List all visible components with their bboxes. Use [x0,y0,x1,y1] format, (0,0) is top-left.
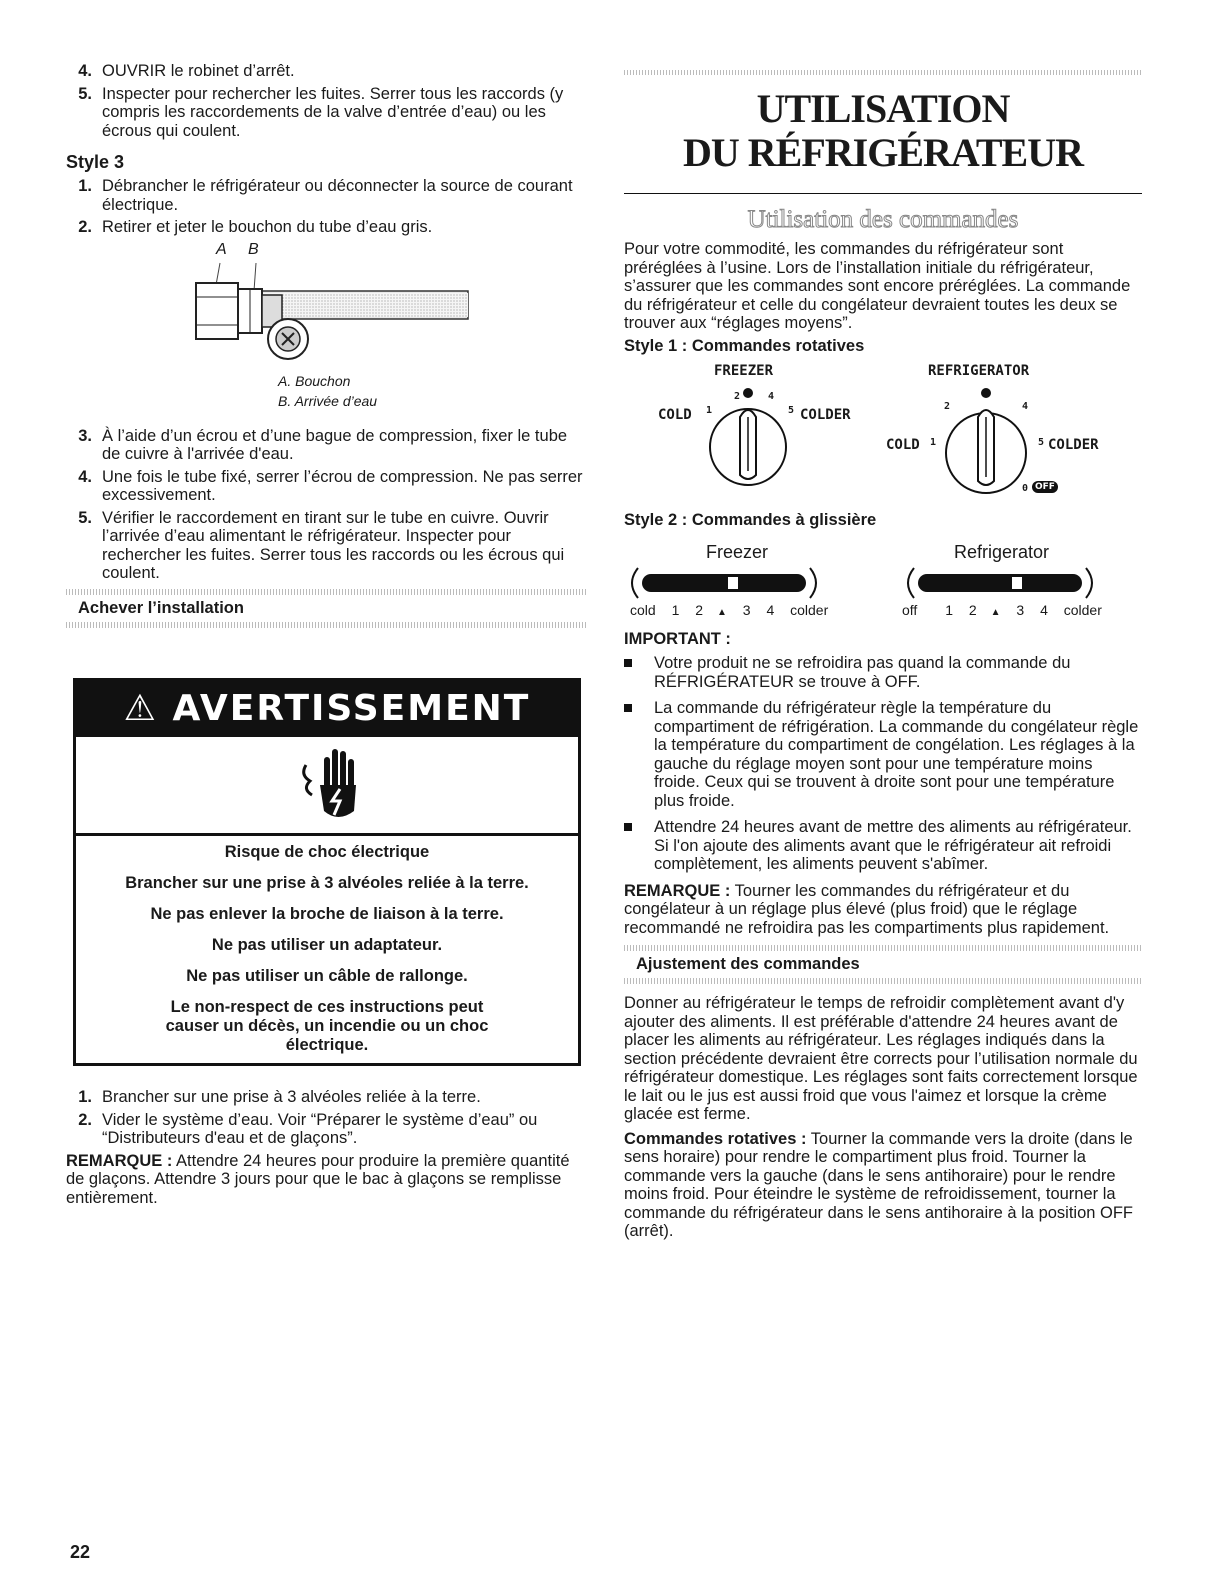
warning-risk: Risque de choc électrique [224,843,430,861]
freezer-dial [688,383,808,493]
bullet-icon [624,704,632,712]
slider-refrigerator-label: Refrigerator [954,541,1050,562]
list-item: 1. Débrancher le réfrigérateur ou déconnecter la source de courant électrique. [78,177,573,214]
warning-box [73,678,581,1066]
fig-caption-b: B. Arrivée d’eau [278,392,378,409]
steps-top [66,62,588,140]
steps-after [66,427,588,583]
section-subtitle: Utilisation des commandes [747,206,1019,233]
refrigerator-slider-scale: off 1 2 ▲ 3 4 colder [902,601,1102,618]
fridge-num-0: 0 [1022,483,1029,494]
freezer-slider [624,566,824,600]
divider [624,978,1142,984]
fridge-num-4: 4 [1022,401,1029,412]
fridge-cold-label: COLD [886,437,920,453]
list-item: 4. OUVRIR le robinet d’arrêt. [78,62,295,80]
fridge-num-2: 2 [944,401,951,412]
rotary-text: Commandes rotatives : Tourner la commande vers la droite (dans le sens horaire) pour rendre le compartiment plus froid. Tourner la commande vers la gauche (dans le sens antihoraire) pour le rendre moins froid. Pour éteindre le système de refroidissement, tourner la commande du réfrigérateur dans le sens antihoraire à la position OFF (arrêt). [624,1129,1134,1240]
style3-steps [66,177,588,237]
freezer-num-1: 1 [706,405,713,416]
page-number: 22 [70,1542,91,1562]
bullet-icon [624,823,632,831]
list-item: 1. Brancher sur une prise à 3 alvéoles reliée à la terre. [78,1088,481,1106]
list-item: 5. Vérifier le raccordement en tirant sur le tube en cuivre. Ouvrir l’arrivée d’eau alimentant le réfrigérateur. Inspecter pour rechercher les fuites. Serrer tous les raccords ou les écrous qui coulent. [78,508,565,582]
warning-line: Brancher sur une prise à 3 alvéoles reliée à la terre. [125,874,529,892]
fridge-off-badge: OFF [1032,481,1058,493]
fig-label-b: B [248,240,259,258]
slider-controls-figure [624,538,1142,622]
style2-heading: Style 2 : Commandes à glissière [624,511,877,529]
list-item: Attendre 24 heures avant de mettre des aliments au réfrigérateur. Si l'on ajoute des aliments avant que le réfrigérateur ait refroidi complètement, les aliments peuvent s'abîmer. [624,818,1142,874]
list-item: 2. Vider le système d’eau. Voir “Préparer le système d’eau” ou “Distributeurs d'eau et de glaçons”. [78,1110,538,1147]
list-item: 3. À l’aide d’un écrou et d’une bague de compression, fixer le tube de cuivre à l'arrivée d'eau. [78,426,568,463]
left-column [66,62,588,628]
freezer-cold-label: COLD [658,407,692,423]
style3-heading: Style 3 [66,152,125,172]
freezer-num-5: 5 [788,405,795,416]
list-item: La commande du réfrigérateur règle la température du compartiment de réfrigération. La commande du congélateur règle la température du compartiment de congélation. Les réglages à la gauche du réglage moyen sont pour une température moins froide. Ceux qui se trouvent à droite sont pour une température plus froide. [624,699,1142,810]
section-heading-ajustement: Ajustement des commandes [636,955,860,973]
fridge-colder-label: COLDER [1048,437,1099,453]
refrigerator-slider [900,566,1100,600]
fridge-num-1: 1 [930,437,937,448]
list-item: 4. Une fois le tube fixé, serrer l’écrou de compression. Ne pas serrer excessivement. [78,467,583,504]
freezer-colder-label: COLDER [800,407,851,423]
right-column [624,70,1142,1241]
triangle-icon: ▲ [716,606,727,618]
list-item: 5. Inspecter pour rechercher les fuites. Serrer tous les raccords (y compris les raccordements de la valve d’entrée d’eau) ou les écrous qui coulent. [78,84,564,140]
water-tube-illustration [186,261,486,371]
remarque-left: REMARQUE : Attendre 24 heures pour produire la première quantité de glaçons. Attendre 3 jours pour que le bac à glaçons se remplisse entièrement. [66,1151,570,1207]
fig-label-a: A [216,240,227,258]
water-tube-figure [66,241,588,421]
warning-line: Ne pas utiliser un adaptateur. [211,936,443,954]
warning-line: Ne pas enlever la broche de liaison à la terre. [150,905,504,923]
warning-icon-area [76,737,578,836]
warning-text [76,843,578,1067]
title-rule [624,193,1142,194]
final-steps-block [66,1088,588,1207]
warning-line: Le non-respect de ces instructions peut causer un décès, un incendie ou un choc électrique. [165,998,489,1054]
adjust-text: Donner au réfrigérateur le temps de refroidir complètement avant d'y ajouter des aliments. Il est préférable d'attendre 24 heures avant de placer les aliments au réfrigérateur. Les réglages indiqués dans la section précédente devraient être corrects pour l’utilisation normale du réfrigérateur domestique. Les réglages sont faits correctement lorsque le lait ou le jus est aussi froid que vous l'aimez et lorsque la crème glacée est ferme. [624,994,1138,1123]
freezer-num-2: 2 [734,391,741,402]
dial-freezer-label: FREEZER [714,363,774,379]
freezer-slider-scale: cold 1 2 ▲ 3 4 colder [630,601,829,618]
remarque-right: REMARQUE : Tourner les commandes du réfrigérateur et du congélateur à un réglage plus élevé (plus froid) que le réglage recommandé ne refroidira pas les compartiments plus rapidement. [624,881,1110,937]
freezer-num-4: 4 [768,391,775,402]
warning-triangle-icon: ⚠ [123,688,158,729]
slider-freezer-label: Freezer [706,541,769,562]
divider [624,70,1142,75]
section-heading-achever: Achever l’installation [78,598,244,617]
bullet-icon [624,659,632,667]
intro-text: Pour votre commodité, les commandes du réfrigérateur sont préréglées à l’usine. Lors de l’installation initiale du réfrigérateur, s’assurer que les commandes sont encore préréglées. La commande du réfrigérateur et celle du congélateur devraient toutes les deux se trouver aux “réglages moyens”. [624,240,1131,332]
page-title: UTILISATION DU RÉFRIGÉRATEUR [683,86,1083,175]
fig-caption-a: A. Bouchon [278,372,351,389]
warning-title-bar [76,681,578,737]
divider [66,622,588,628]
warning-line: Ne pas utiliser un câble de rallonge. [186,967,468,985]
rotary-dials-figure [624,355,1142,505]
fridge-num-5: 5 [1038,437,1045,448]
important-heading: IMPORTANT : [624,629,731,648]
triangle-icon: ▲ [990,606,1001,618]
warning-title: AVERTISSEMENT [172,688,531,729]
important-bullets [624,654,1142,874]
list-item: 2. Retirer et jeter le bouchon du tube d’eau gris. [78,218,433,236]
style1-heading: Style 1 : Commandes rotatives [624,336,865,355]
list-item: Votre produit ne se refroidira pas quand la commande du RÉFRIGÉRATEUR se trouve à OFF. [624,654,1142,691]
final-steps [66,1088,588,1148]
electric-shock-hand-icon [298,745,362,825]
dial-refrigerator-label: REFRIGERATOR [928,363,1030,379]
